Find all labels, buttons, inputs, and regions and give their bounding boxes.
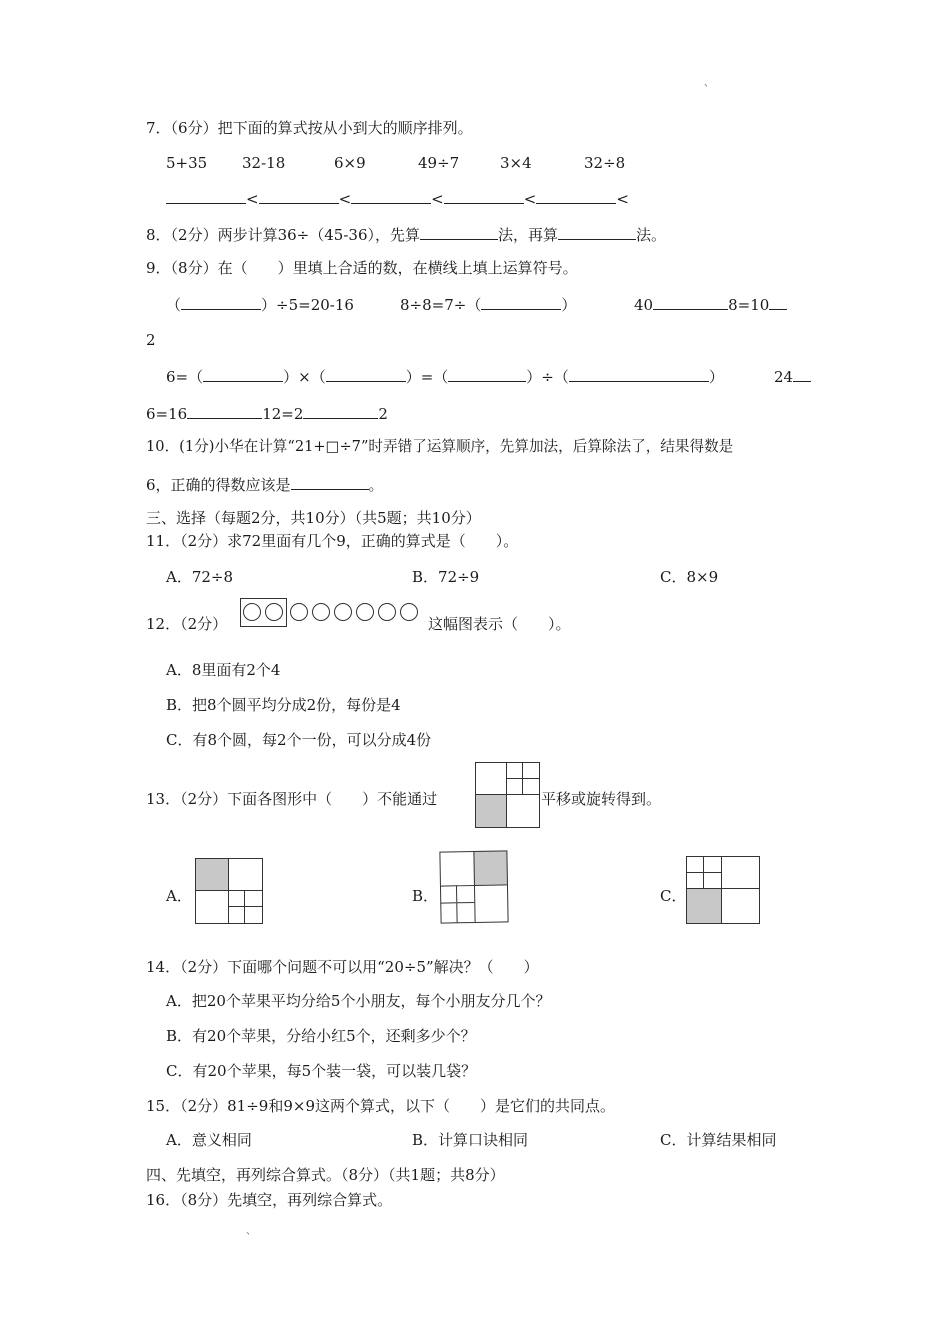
circle-icon xyxy=(243,603,261,621)
less-than: < xyxy=(523,190,537,208)
circle-icon xyxy=(378,603,396,621)
expression: 6×9 xyxy=(334,154,366,172)
question-10-line2: 6，正确的得数应该是 。 xyxy=(146,473,384,495)
answer-blank[interactable] xyxy=(444,187,524,204)
option-b-label[interactable]: B． xyxy=(412,887,439,905)
option-a[interactable]: A．把20个苹果平均分给5个小朋友，每个小朋友分几个？ xyxy=(166,992,551,1010)
stray-mark: 、 xyxy=(704,78,714,89)
option-b[interactable]: B．有20个苹果，分给小红5个，还剩多少个？ xyxy=(166,1027,476,1045)
answer-blank[interactable] xyxy=(326,365,406,382)
expression: 3×4 xyxy=(500,154,532,172)
question-7-title: 7．（6分）把下面的算式按从小到大的顺序排列。 xyxy=(146,119,473,137)
section-3-heading: 三、选择（每题2分，共10分）（共5题；共10分） xyxy=(146,509,481,527)
question-10-line1: 10．(1分)小华在计算“21+□÷7”时弄错了运算顺序，先算加法，后算除法了，结果得数是 xyxy=(146,438,734,455)
option-c[interactable]: C．计算结果相同 xyxy=(660,1131,777,1149)
option-c[interactable]: C．有20个苹果，每5个装一袋，可以装几袋？ xyxy=(166,1062,477,1080)
section-4-heading: 四、先填空，再列综合算式。（8分）（共1题；共8分） xyxy=(146,1166,505,1184)
q9-row2: 2 xyxy=(146,331,156,349)
question-12-suffix: 这幅图表示（ ）。 xyxy=(428,615,571,633)
q9-row4: 6=16 12=2 2 xyxy=(146,402,388,424)
circle-icon xyxy=(290,603,308,621)
circle-icon xyxy=(312,603,330,621)
less-than: < xyxy=(246,190,259,208)
circle-icon xyxy=(356,603,374,621)
q9-row3-right: 24 xyxy=(774,365,811,387)
reference-figure xyxy=(475,762,540,828)
option-b[interactable]: B．计算口诀相同 xyxy=(412,1131,529,1149)
less-than: < xyxy=(616,190,629,208)
answer-blank[interactable] xyxy=(203,365,283,382)
question-9-title: 9．（8分）在（ ）里填上合适的数，在横线上填上运算符号。 xyxy=(146,259,578,277)
question-8: 8．（2分）两步计算36÷（45-36），先算 法，再算 法。 xyxy=(146,223,666,245)
circle-icon xyxy=(265,603,283,621)
option-c[interactable]: C．有8个圆，每2个一份，可以分成4份 xyxy=(166,731,432,749)
answer-blank[interactable] xyxy=(481,293,561,310)
q9-row1-a: （ ）÷5=20-16 xyxy=(166,293,354,315)
answer-blank[interactable] xyxy=(558,223,636,240)
option-a-figure[interactable] xyxy=(195,858,263,924)
answer-blank[interactable] xyxy=(291,473,369,490)
question-13-post: 平移或旋转得到。 xyxy=(541,790,662,808)
circle-icon xyxy=(334,603,352,621)
answer-blank[interactable] xyxy=(259,187,339,204)
option-c[interactable]: C．8×9 xyxy=(660,568,719,586)
answer-blank[interactable] xyxy=(769,293,787,310)
option-b-figure[interactable] xyxy=(439,850,508,923)
option-a[interactable]: A．72÷8 xyxy=(166,568,234,586)
circle-icon xyxy=(400,603,418,621)
option-a[interactable]: A．意义相同 xyxy=(166,1131,252,1149)
option-c-figure[interactable] xyxy=(686,856,760,924)
q9-row1-c: 40 8=10 xyxy=(634,293,787,315)
option-b[interactable]: B．把8个圆平均分成2份，每份是4 xyxy=(166,696,401,714)
q9-row1-b: 8÷8=7÷（ ） xyxy=(400,293,576,315)
question-15-title: 15．（2分）81÷9和9×9这两个算式，以下（ ）是它们的共同点。 xyxy=(146,1097,615,1115)
expression: 49÷7 xyxy=(418,154,460,172)
answer-blank[interactable] xyxy=(569,365,709,382)
option-a[interactable]: A．8里面有2个4 xyxy=(166,661,281,679)
less-than: < xyxy=(431,190,444,208)
q9-row3: 6=（ ）×（ ）=（ ）÷（ ） xyxy=(166,365,724,387)
answer-blank[interactable] xyxy=(536,187,616,204)
option-b[interactable]: B．72÷9 xyxy=(412,568,480,586)
question-16-title: 16．（8分）先填空，再列综合算式。 xyxy=(146,1191,393,1209)
question-12-prefix: 12．（2分） xyxy=(146,615,228,633)
less-than: < xyxy=(338,190,352,208)
question-11-title: 11．（2分）求72里面有几个9，正确的算式是（ ）。 xyxy=(146,532,519,550)
answer-blank[interactable] xyxy=(351,187,431,204)
expression: 5+35 xyxy=(166,154,208,172)
answer-blank[interactable] xyxy=(303,402,378,419)
option-c-label[interactable]: C． xyxy=(660,887,687,905)
answer-blank[interactable] xyxy=(448,365,526,382)
stray-mark: 、 xyxy=(246,1226,256,1237)
option-a-label[interactable]: A． xyxy=(166,887,192,905)
expression: 32÷8 xyxy=(584,154,626,172)
answer-blank[interactable] xyxy=(420,223,498,240)
question-13-pre: 13．（2分）下面各图形中（ ）不能通过 xyxy=(146,790,438,808)
answer-blank[interactable] xyxy=(653,293,728,310)
answer-blank[interactable] xyxy=(181,293,261,310)
ordering-blanks xyxy=(166,187,629,209)
answer-blank[interactable] xyxy=(793,365,811,382)
answer-blank[interactable] xyxy=(187,402,262,419)
question-14-title: 14．（2分）下面哪个问题不可以用“20÷5”解决？（ ） xyxy=(146,958,539,976)
expression: 32-18 xyxy=(242,154,286,172)
answer-blank[interactable] xyxy=(166,187,246,204)
